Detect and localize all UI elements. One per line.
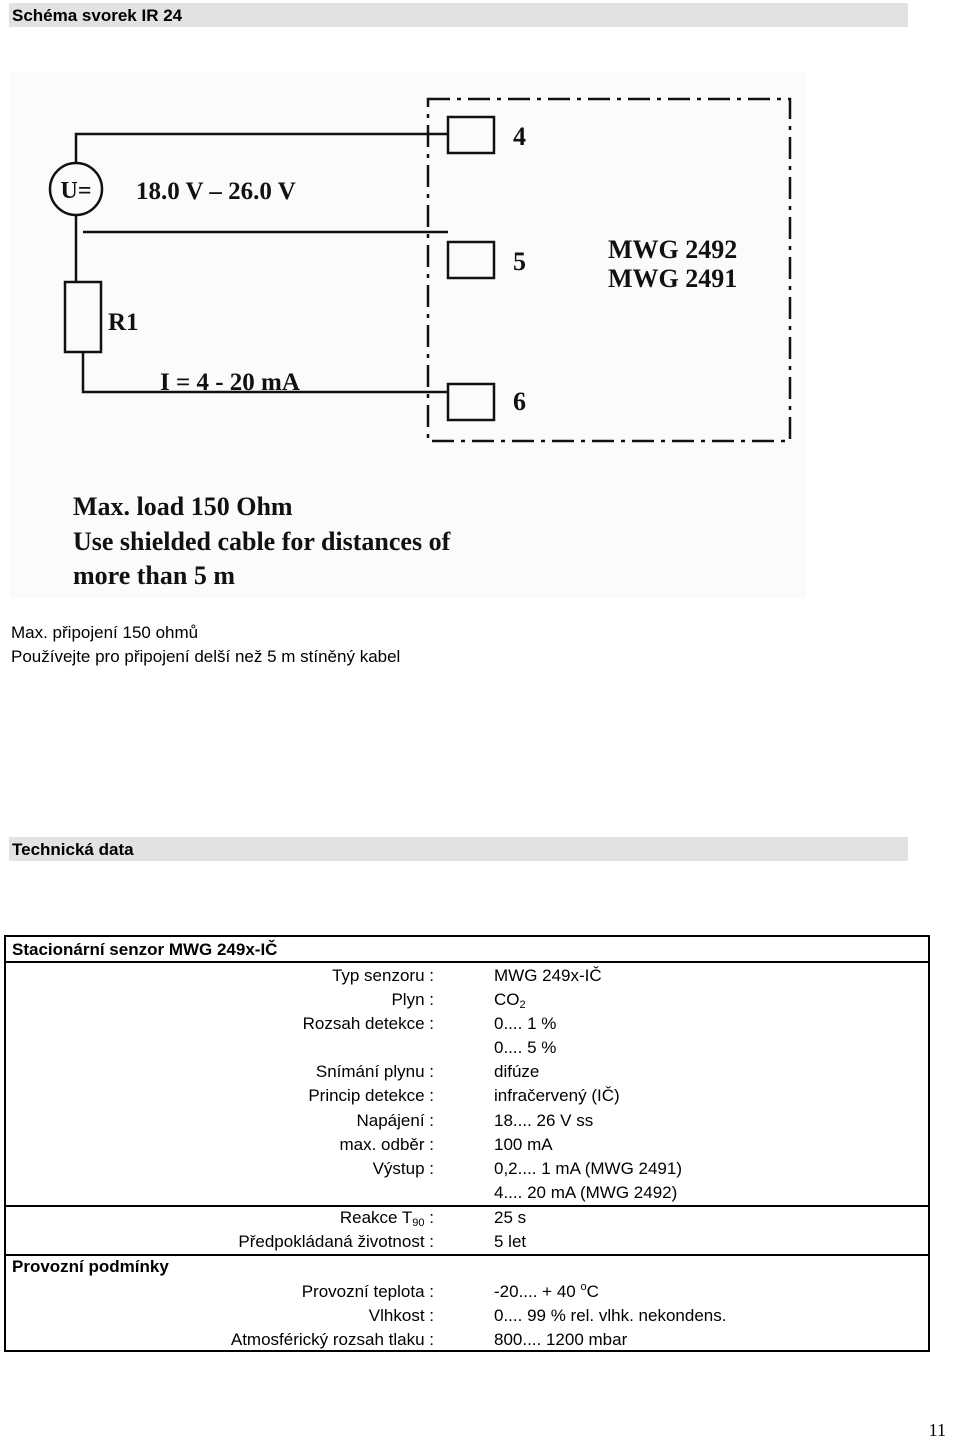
table-heading: Stacionární senzor MWG 249x-IČ bbox=[12, 940, 278, 959]
row-value: 18.... 26 V ss bbox=[494, 1111, 594, 1130]
row-value: 800.... 1200 mbar bbox=[494, 1330, 628, 1349]
row-label: max. odběr : bbox=[339, 1135, 434, 1154]
row-label: Rozsah detekce : bbox=[302, 1014, 434, 1033]
row-value: 5 let bbox=[494, 1232, 527, 1251]
subscript: 2 bbox=[519, 999, 526, 1011]
terminal-4 bbox=[448, 117, 494, 153]
row-label: Provozní teplota : bbox=[301, 1282, 434, 1301]
wire-terminal-4 bbox=[76, 134, 448, 163]
device-model-label: MWG 2491 bbox=[608, 264, 738, 293]
table-row bbox=[6, 1109, 928, 1133]
table-row bbox=[6, 1181, 928, 1205]
row-value: difúze bbox=[494, 1062, 540, 1081]
row-label: Napájení : bbox=[356, 1111, 434, 1130]
row-value: infračervený (IČ) bbox=[494, 1086, 620, 1105]
terminal-5 bbox=[448, 242, 494, 278]
row-label: Princip detekce : bbox=[308, 1086, 434, 1105]
section-title: Technická data bbox=[12, 840, 134, 859]
row-value: 100 mA bbox=[494, 1135, 553, 1154]
source-label: U= bbox=[60, 178, 92, 204]
table-row bbox=[6, 1206, 928, 1230]
table-row bbox=[6, 964, 928, 988]
row-label: Předpokládaná životnost : bbox=[238, 1232, 434, 1251]
row-value: 4.... 20 mA (MWG 2492) bbox=[494, 1183, 678, 1202]
row-label: Výstup : bbox=[372, 1159, 434, 1178]
diagram-note-line: more than 5 m bbox=[73, 561, 236, 590]
technical-data-table bbox=[4, 935, 930, 1352]
table-row bbox=[6, 988, 928, 1012]
row-value: 0,2.... 1 mA (MWG 2491) bbox=[494, 1159, 683, 1178]
subscript: 90 bbox=[412, 1217, 425, 1229]
voltage-label: 18.0 V – 26.0 V bbox=[136, 178, 296, 205]
table-row bbox=[6, 1060, 928, 1084]
table-row bbox=[6, 1012, 928, 1036]
current-label: I = 4 - 20 mA bbox=[160, 369, 300, 396]
table-row bbox=[6, 1280, 928, 1304]
row-label: Plyn : bbox=[391, 990, 434, 1009]
row-label: Atmosférický rozsah tlaku : bbox=[230, 1330, 434, 1349]
row-label: Vlhkost : bbox=[368, 1306, 434, 1325]
table-row bbox=[6, 1157, 928, 1181]
table-row bbox=[6, 1133, 928, 1157]
page-number: 11 bbox=[928, 1420, 946, 1440]
terminal-6-label: 6 bbox=[513, 387, 526, 416]
terminal-5-label: 5 bbox=[513, 247, 526, 276]
section-header-wiring bbox=[9, 3, 908, 27]
table-row bbox=[6, 1328, 928, 1352]
row-label: Snímání plynu : bbox=[315, 1062, 434, 1081]
table-divider bbox=[6, 961, 928, 963]
terminal-6 bbox=[448, 384, 494, 420]
table-row bbox=[6, 1036, 928, 1060]
row-value: 0.... 99 % rel. vlhk. nekondens. bbox=[494, 1306, 727, 1325]
conditions-heading: Provozní podmínky bbox=[12, 1257, 169, 1276]
wiring-diagram-svg bbox=[10, 72, 806, 598]
resistor-icon bbox=[65, 282, 101, 352]
table-row bbox=[6, 1304, 928, 1328]
row-value: 0.... 5 % bbox=[494, 1038, 557, 1057]
row-label: Typ senzoru : bbox=[331, 966, 434, 985]
device-model-label: MWG 2492 bbox=[608, 235, 738, 264]
diagram-note-line: Max. load 150 Ohm bbox=[73, 492, 293, 521]
row-label: Reakce $T_{90}$ : bbox=[339, 1208, 434, 1229]
table-row bbox=[6, 1230, 928, 1254]
terminal-4-label: 4 bbox=[513, 122, 526, 151]
row-value: -20.... + 40 $^o$C bbox=[494, 1281, 599, 1301]
section-title: Schéma svorek IR 24 bbox=[12, 6, 183, 25]
row-value: 0.... 1 % bbox=[494, 1014, 557, 1033]
note-shielded-cable: Používejte pro připojení delší než 5 m stíněný kabel bbox=[11, 647, 401, 666]
row-value: 25 s bbox=[494, 1208, 527, 1227]
diagram-note-line: Use shielded cable for distances of bbox=[73, 527, 451, 556]
resistor-label: R1 bbox=[108, 309, 139, 336]
row-value: $CO_2$ bbox=[494, 990, 526, 1011]
table-row bbox=[6, 1084, 928, 1108]
note-max-load: Max. připojení 150 ohmů bbox=[11, 623, 199, 642]
row-value: MWG 249x-IČ bbox=[494, 966, 602, 985]
superscript: o bbox=[580, 1281, 587, 1293]
wiring-diagram bbox=[10, 72, 806, 598]
section-header-technical bbox=[9, 837, 908, 861]
